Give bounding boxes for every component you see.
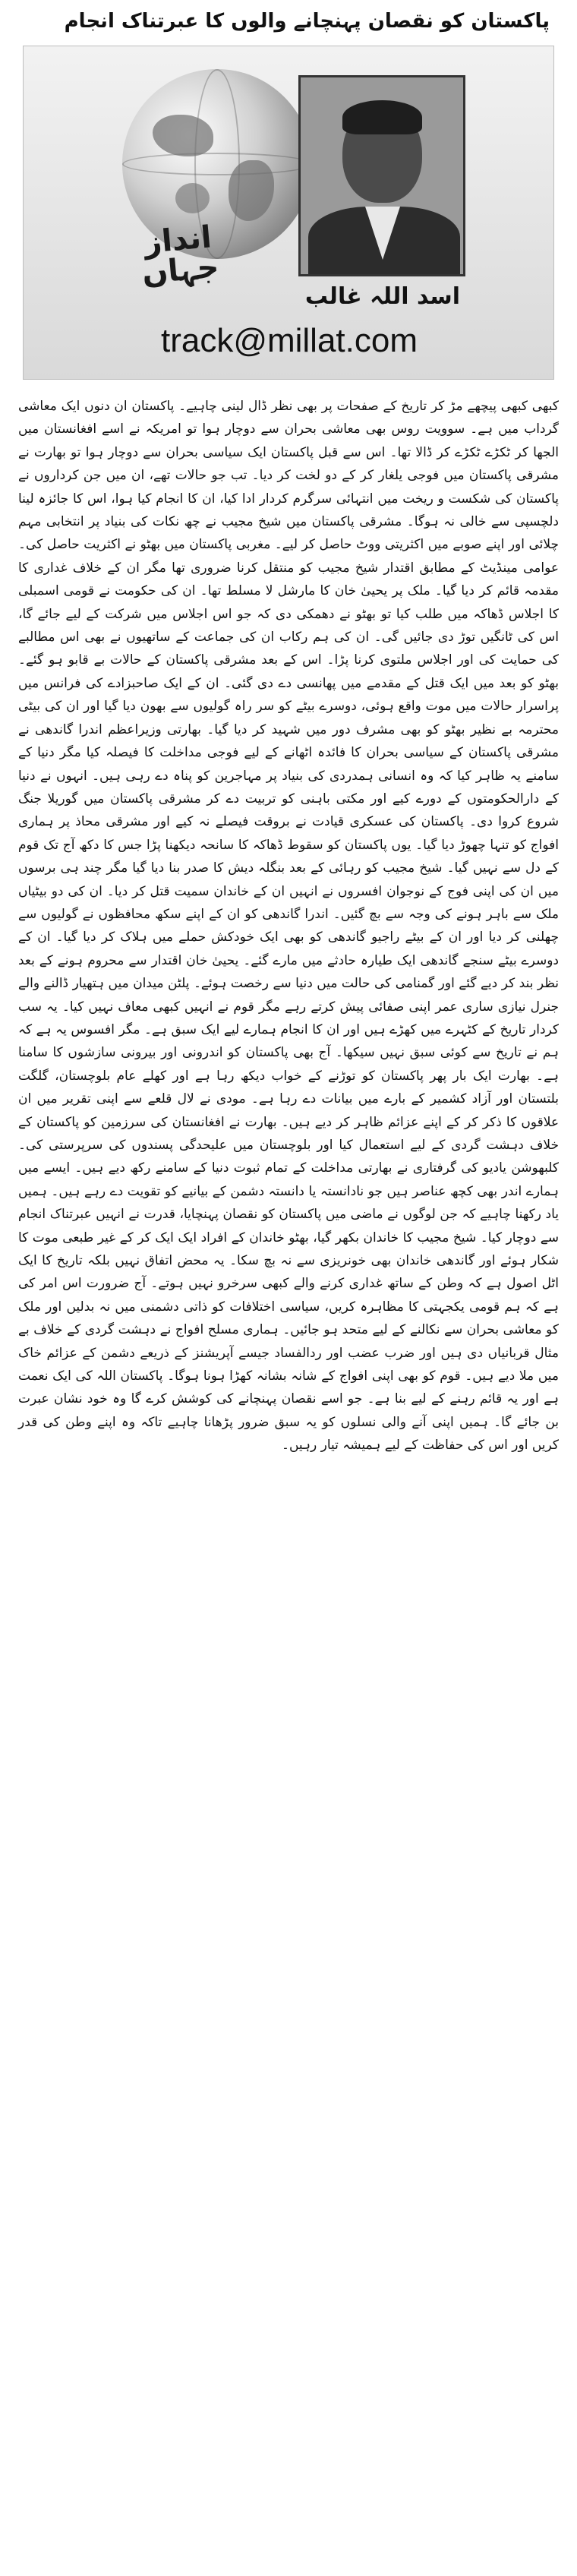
column-title: انداز جہاں — [140, 219, 221, 292]
author-email: track@millat.com — [160, 322, 418, 359]
author-name: اسد اللہ غالب — [304, 283, 461, 310]
article-body — [18, 395, 559, 1457]
article-headline: پاکستان کو نقصان پہنچانے والوں کا عبرتناک انجام — [64, 10, 550, 33]
article-text: کبھی کبھی پیچھے مڑ کر تاریخ کے صفحات پر بھی نظر ڈال لینی چاہیے۔ پاکستان ان دنوں ایک معاشی گرداب میں ہے۔ سوویت روس بھی معاشی بحران سے دوچار ہوا تو امریکہ نے اسے افغانستان میں الجھا کر ٹکڑے ٹکڑے کر ڈالا تھا۔ اس سے قبل پاکستان ایک سیاسی بحران سے دوچار ہوا تو بھارت نے مشرقی پاکستان میں فوجی یلغار کر کے دو لخت کر دیا۔ تب جو حالات تھے، ان میں جن کرداروں نے پاکستان کی شکست و ریخت میں انتہائی سرگرم کردار ادا کیا، ان کا انجام کیا ہوا، اس کا جائزہ لینا دلچسپی سے خالی نہ ہوگا۔ مشرقی پاکستان میں شیخ مجیب نے چھ نکات کی بنیاد پر انتخابی مہم چلائی اور اپنے صوبے میں اکثریتی ووٹ حاصل کر لیے۔ مغربی پاکستان میں بھٹو نے اکثریت حاصل کی۔ عوامی مینڈیٹ کے مطابق اقتدار شیخ مجیب کو منتقل کرنا ضروری تھا مگر ان کے خلاف غداری کا مقدمہ قائم کر دیا گیا۔ ملک پر یحییٰ خان کا مارشل لا مسلط تھا۔ ان کی حکومت نے قومی اسمبلی کا اجلاس ڈھاکہ میں طلب کیا تو بھٹو نے دھمکی دی کہ جو اس اجلاس میں شرکت کے لیے جائے گا، اس کی ٹانگیں توڑ دی جائیں گی۔ ان کی ہم رکاب ان کی جماعت کے ساتھیوں نے بھی اس مطالبے کی حمایت کی اور اجلاس ملتوی کرنا پڑا۔ اس کے بعد مشرقی پاکستان کے حالات بے قابو ہو گئے۔ بھٹو کو بعد میں ایک قتل کے مقدمے میں پھانسی دے دی گئی۔ ان کے ایک صاحبزادے کی فرانس میں پراسرار حالات میں موت واقع ہوئی، دوسرے بیٹے کو سر راہ گولیوں سے بھون دیا گیا اور ان کی بیٹی محترمہ بے نظیر بھٹو کو بھی مشرف دور میں شہید کر دیا گیا۔ بھارتی وزیراعظم اندرا گاندھی نے مشرقی پاکستان کے سیاسی بحران کا فائدہ اٹھانے کے لیے فوجی مداخلت کا فیصلہ کیا مگر دنیا کے سامنے یہ ظاہر کیا کہ وہ انسانی ہمدردی کی بنیاد پر مہاجرین کو پناہ دے رہی ہیں۔ انہوں نے دنیا کے دارالحکومتوں کے دورے کیے اور مکتی باہنی کو تربیت دے کر مشرقی پاکستان میں گوریلا جنگ شروع کروا دی۔ پاکستان کی عسکری قیادت نے بروقت فیصلے نہ کیے اور مشرقی محاذ پر ہماری افواج کو تنہا چھوڑ دیا گیا۔ یوں پاکستان کو سقوط ڈھاکہ کا سانحہ دیکھنا پڑا جس کا دکھ آج تک قوم کے دل سے نہیں گیا۔ شیخ مجیب کو رہائی کے بعد بنگلہ دیش کا صدر بنا دیا گیا مگر چند ہی برسوں میں ان کی اپنی فوج کے نوجوان افسروں نے انہیں ان کے خاندان سمیت قتل کر دیا۔ ان کی دو بیٹیاں ملک سے باہر ہونے کی وجہ سے بچ گئیں۔ اندرا گاندھی کو ان کے اپنے سکھ محافظوں نے گولیوں سے چھلنی کر دیا اور ان کے بیٹے راجیو گاندھی کو بھی ایک خودکش حملے میں ہلاک کر دیا گیا۔ ان کے دوسرے بیٹے سنجے گاندھی ایک طیارہ حادثے میں مارے گئے۔ یحییٰ خان اقتدار سے محروم ہونے کے بعد نظر بند کر دیے گئے اور گمنامی کی حالت میں دنیا سے رخصت ہوئے۔ پلٹن میدان میں ہتھیار ڈالنے والے جنرل نیازی ساری عمر اپنی صفائی پیش کرتے رہے مگر قوم نے انہیں کبھی معاف نہیں کیا۔ یہ سب کردار تاریخ کے کٹہرے میں کھڑے ہیں اور ان کا انجام ہمارے لیے ایک سبق ہے۔ مگر افسوس یہ ہے کہ ہم نے تاریخ سے کوئی سبق نہیں سیکھا۔ آج بھی پاکستان کو اندرونی اور بیرونی سازشوں کا سامنا ہے۔ بھارت ایک بار پھر پاکستان کو توڑنے کے خواب دیکھ رہا ہے اور کھلے عام بلوچستان، گلگت بلتستان اور آزاد کشمیر کے بارے میں بیانات دے رہا ہے۔ مودی نے لال قلعے سے اپنی تقریر میں ان علاقوں کا ذکر کر کے اپنے عزائم ظاہر کر دیے ہیں۔ بھارت نے افغانستان کی سرزمین کو پاکستان کے خلاف دہشت گردی کے لیے استعمال کیا اور بلوچستان میں علیحدگی پسندوں کی سرپرستی کی۔ کلبھوشن یادیو کی گرفتاری نے بھارتی مداخلت کے تمام ثبوت دنیا کے سامنے رکھ دیے ہیں۔ ایسے میں ہمارے اندر بھی کچھ عناصر ہیں جو نادانستہ یا دانستہ دشمن کے بیانیے کو تقویت دے رہے ہیں۔ ہمیں یاد رکھنا چاہیے کہ جن لوگوں نے ماضی میں پاکستان کو نقصان پہنچایا، قدرت نے انہیں عبرتناک انجام سے دوچار کیا۔ شیخ مجیب کا خاندان بکھر گیا، بھٹو خاندان کے افراد ایک ایک کر کے غیر طبعی موت کا شکار ہوئے اور گاندھی خاندان بھی خونریزی سے نہ بچ سکا۔ یہ محض اتفاق نہیں بلکہ تاریخ کا ایک اٹل اصول ہے کہ وطن کے ساتھ غداری کرنے والے کبھی سرخرو نہیں ہوتے۔ آج ضرورت اس امر کی ہے کہ ہم قومی یکجہتی کا مظاہرہ کریں، سیاسی اختلافات کو ذاتی دشمنی میں نہ بدلیں اور ملک کو معاشی بحران سے نکالنے کے لیے متحد ہو جائیں۔ ہماری مسلح افواج نے دہشت گردی کے خلاف بے مثال قربانیاں دی ہیں اور ضرب عضب اور ردالفساد جیسے آپریشنز کے ذریعے دشمن کے عزائم خاک میں ملا دیے ہیں۔ قوم کو بھی اپنی افواج کے شانہ بشانہ کھڑا ہونا ہوگا۔ پاکستان اللہ کی ایک نعمت ہے اور یہ قائم رہنے کے لیے بنا ہے۔ جو اسے نقصان پہنچانے کی کوشش کرے گا وہ خود نشان عبرت بن جائے گا۔ ہمیں اپنی آنے والی نسلوں کو یہ سبق ضرور پڑھانا چاہیے تاکہ وہ اپنے وطن کی قدر کریں اور اس کی حفاظت کے لیے ہمیشہ تیار رہیں۔ — [18, 399, 559, 1454]
column-banner — [23, 46, 554, 380]
author-photo — [298, 75, 465, 276]
